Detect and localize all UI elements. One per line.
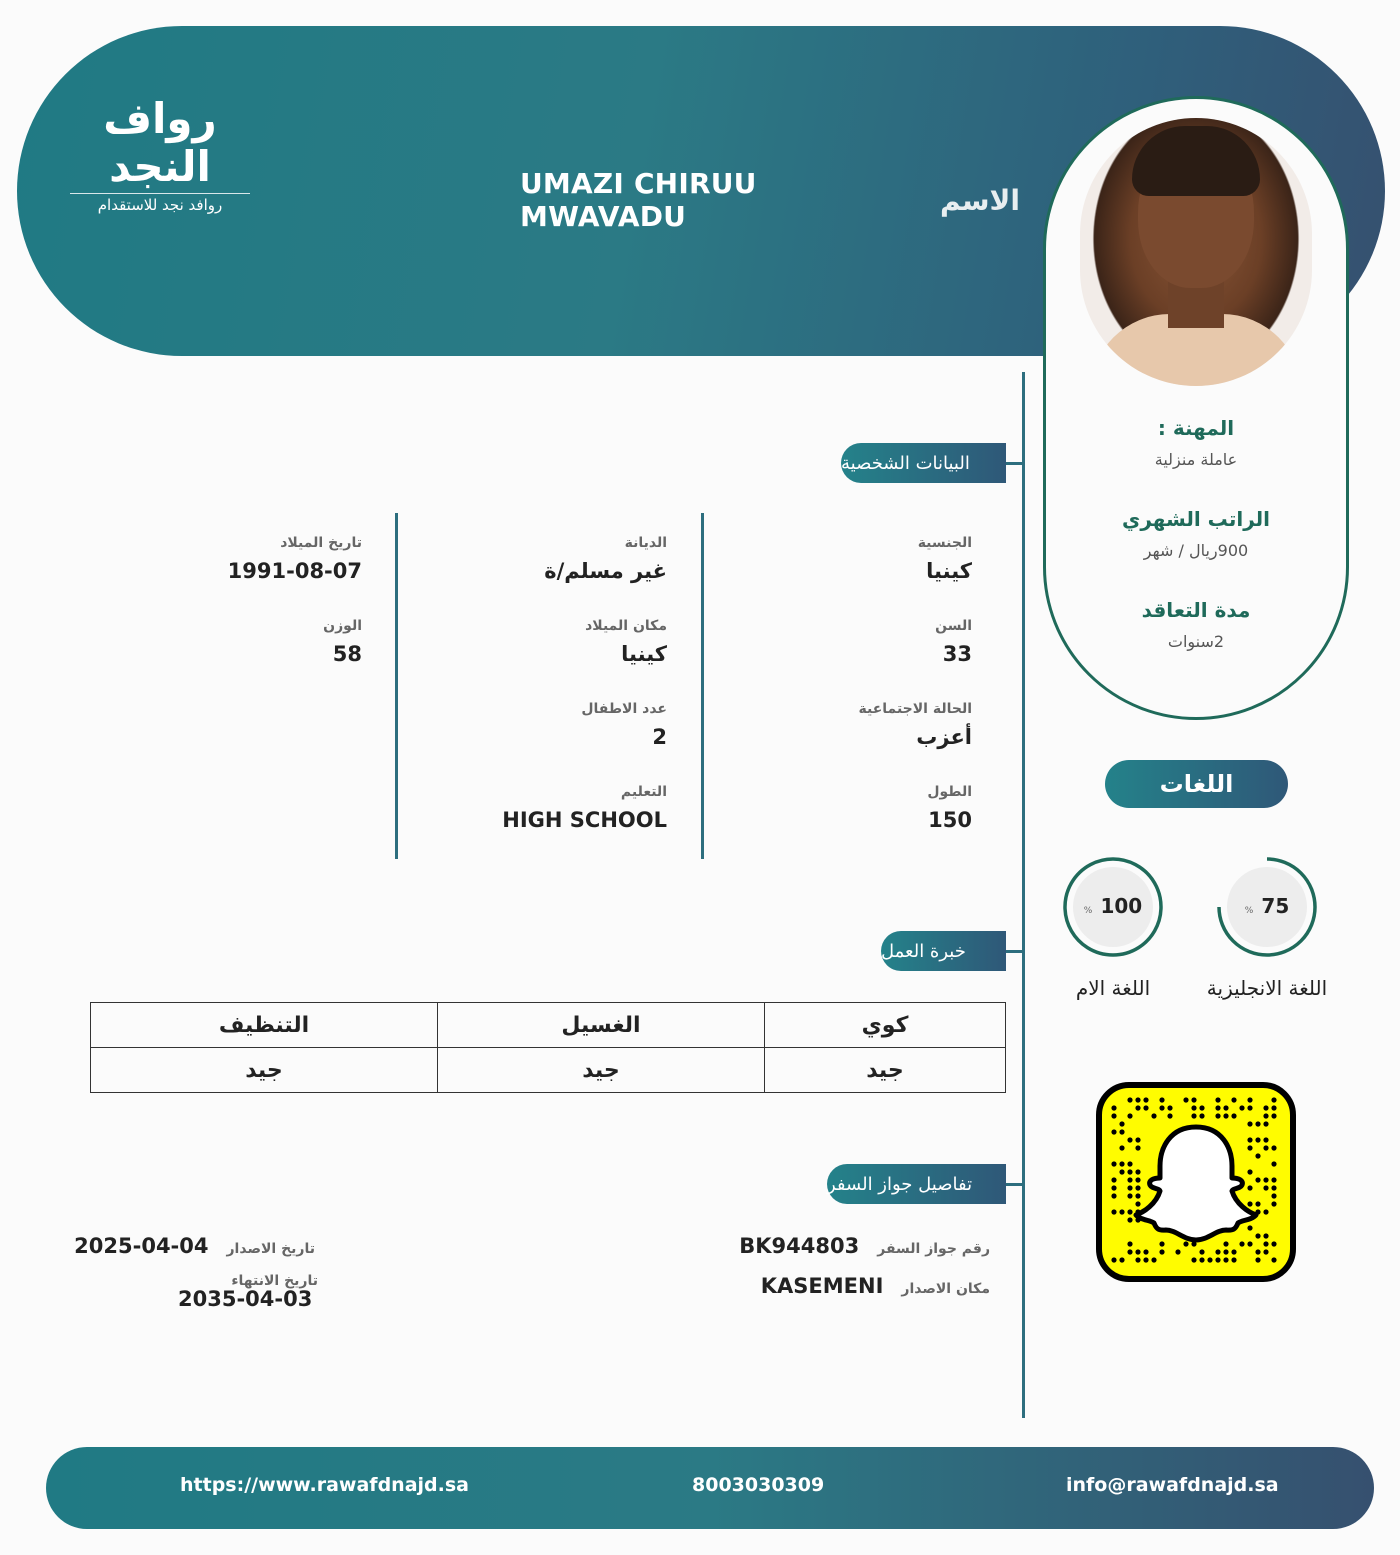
skill-header: التنظيف [91, 1003, 438, 1048]
column-divider [701, 513, 704, 859]
snapcode-dot [1135, 1097, 1140, 1102]
snapcode-dot [1215, 1105, 1220, 1110]
field-label: الديانة [624, 535, 667, 551]
snapcode-dot [1119, 1121, 1124, 1126]
snapcode-dot [1143, 1249, 1148, 1254]
languages-title [1105, 760, 1288, 808]
profession-block [1043, 416, 1349, 469]
field-value: 58 [332, 642, 362, 666]
salary-block [1043, 507, 1349, 560]
snapcode-dot [1239, 1105, 1244, 1110]
snapcode-dot [1135, 1145, 1140, 1150]
snapcode-dot [1263, 1121, 1268, 1126]
snapcode-dot [1255, 1137, 1260, 1142]
field-label: السن [935, 618, 972, 634]
snapcode-dot [1255, 1177, 1260, 1182]
snapcode-dot [1263, 1113, 1268, 1118]
snapcode-dot [1223, 1249, 1228, 1254]
snapcode-dot [1263, 1137, 1268, 1142]
snapcode-dot [1135, 1249, 1140, 1254]
snapcode-dot [1119, 1169, 1124, 1174]
snapcode-dot [1223, 1113, 1228, 1118]
snapcode-dot [1143, 1105, 1148, 1110]
snapcode-dot [1263, 1233, 1268, 1238]
snapcode-dot [1247, 1097, 1252, 1102]
snapcode-dot [1271, 1201, 1276, 1206]
lang-name-english: اللغة الانجليزية [1206, 976, 1328, 1000]
snapcode-dot [1135, 1177, 1140, 1182]
skill-header: الغسيل [438, 1003, 765, 1048]
snapcode-dot [1231, 1097, 1236, 1102]
snapcode-dot [1135, 1257, 1140, 1262]
snapcode-dot [1135, 1105, 1140, 1110]
snapcode-dot [1111, 1105, 1116, 1110]
snapcode-dot [1199, 1257, 1204, 1262]
footer-bar [46, 1447, 1374, 1529]
salary-label: الراتب الشهري [1122, 507, 1270, 531]
snapcode-dot [1135, 1137, 1140, 1142]
snapcode-dot [1127, 1137, 1132, 1142]
snapcode-dot [1263, 1177, 1268, 1182]
field-label: تاريخ الميلاد [280, 535, 362, 551]
snapcode-dot [1159, 1105, 1164, 1110]
snapcode-dot [1271, 1257, 1276, 1262]
snapcode-dot [1191, 1105, 1196, 1110]
passport-expiry-value: 2035-04-03 [178, 1287, 313, 1311]
snapcode-dot [1111, 1177, 1116, 1182]
skill-level: جيد [438, 1048, 765, 1093]
skills-value-row [91, 1048, 1006, 1093]
field-value: كينيا [621, 642, 667, 666]
snapcode-dot [1247, 1225, 1252, 1230]
passport-number-label: رقم جواز السفر [877, 1241, 990, 1257]
field-value: أعزب [916, 725, 972, 749]
snapcode-dot [1271, 1241, 1276, 1246]
snapcode-dot [1127, 1185, 1132, 1190]
snapcode-dot [1191, 1257, 1196, 1262]
section-title-passport: تفاصيل جواز السفر [827, 1173, 973, 1195]
snapcode-dot [1255, 1201, 1260, 1206]
snapcode-dot [1127, 1209, 1132, 1214]
snapcode-dot [1119, 1161, 1124, 1166]
snapcode-dot [1215, 1113, 1220, 1118]
section-title-experience: خبرة العمل [881, 940, 966, 962]
contract-block [1043, 598, 1349, 651]
passport-place-value: KASEMENI [760, 1274, 884, 1298]
section-title-personal: البيانات الشخصية [841, 452, 970, 474]
snapcode-dot [1191, 1097, 1196, 1102]
snapcode-dot [1263, 1145, 1268, 1150]
field-value: 150 [928, 808, 972, 832]
logo-divider [70, 193, 250, 194]
field-marital-status [722, 701, 972, 749]
snapcode-dot [1111, 1257, 1116, 1262]
percent-value: 100 [1100, 894, 1143, 918]
passport-issue-value: 2025-04-04 [74, 1234, 209, 1258]
snapcode-dot [1111, 1185, 1116, 1190]
company-logo [70, 95, 250, 214]
snapcode-dot [1135, 1169, 1140, 1174]
snapcode-dot [1159, 1249, 1164, 1254]
snapcode-dot [1143, 1097, 1148, 1102]
passport-issue-row [74, 1234, 315, 1258]
snapcode-dot [1143, 1257, 1148, 1262]
snapcode-dot [1215, 1249, 1220, 1254]
passport-number-value: BK944803 [739, 1234, 860, 1258]
logo-mark: رواف النجد [103, 94, 217, 191]
percent-sign: % [1244, 906, 1254, 916]
field-label: مكان الميلاد [585, 618, 667, 634]
snapcode-dot [1167, 1105, 1172, 1110]
skill-level: جيد [765, 1048, 1006, 1093]
snapcode-dot [1199, 1105, 1204, 1110]
snapcode-dot [1127, 1177, 1132, 1182]
snapcode-dot [1127, 1169, 1132, 1174]
snapcode-dot [1175, 1249, 1180, 1254]
lang-gauge-english [1216, 856, 1318, 962]
field-value: كينيا [926, 559, 972, 583]
snapcode-dot [1271, 1097, 1276, 1102]
snapcode-dot [1255, 1121, 1260, 1126]
snapcode-dot [1271, 1113, 1276, 1118]
profession-label: المهنة : [1157, 416, 1235, 440]
field-education [417, 784, 667, 832]
languages-title-text: اللغات [1159, 770, 1234, 798]
field-birthdate [112, 535, 362, 583]
field-label: الحالة الاجتماعية [858, 701, 972, 717]
snapcode-dot [1111, 1193, 1116, 1198]
gauge-ring [1062, 856, 1164, 958]
name-row [520, 167, 1020, 233]
snapcode-dot [1135, 1185, 1140, 1190]
snapcode-dot [1159, 1097, 1164, 1102]
snapcode-dot [1231, 1257, 1236, 1262]
column-divider [395, 513, 398, 859]
skills-header-row [91, 1003, 1006, 1048]
snapcode-dot [1199, 1249, 1204, 1254]
tag-connector [1006, 462, 1023, 465]
snapcode-dot [1231, 1249, 1236, 1254]
snapcode-dot [1247, 1121, 1252, 1126]
snapcode-dot [1263, 1209, 1268, 1214]
logo-subtitle: روافد نجد للاستقدام [97, 196, 223, 214]
snapcode-dot [1119, 1129, 1124, 1134]
field-label: عدد الاطفال [581, 701, 667, 717]
field-nationality [722, 535, 972, 583]
snapcode-dot [1111, 1161, 1116, 1166]
snapcode-dot [1255, 1257, 1260, 1262]
snapcode-dot [1183, 1097, 1188, 1102]
snapcode-dot [1271, 1105, 1276, 1110]
snapcode-dot [1207, 1257, 1212, 1262]
passport-number-row [739, 1234, 990, 1258]
snapcode-dot [1239, 1241, 1244, 1246]
photo-hair [1132, 126, 1260, 196]
tag-connector [1006, 950, 1023, 953]
snapcode-dot [1167, 1113, 1172, 1118]
worker-name: UMAZI CHIRUU MWAVADU [520, 167, 757, 233]
field-value: HIGH SCHOOL [502, 808, 667, 832]
skill-header: كوي [765, 1003, 1006, 1048]
name-label: الاسم [940, 183, 1020, 217]
snapcode-graphic [1096, 1082, 1296, 1282]
snapcode-dot [1119, 1145, 1124, 1150]
salary-value: 900ريال / شهر [1143, 541, 1249, 560]
skills-table [90, 1002, 1006, 1093]
snapcode-dot [1159, 1241, 1164, 1246]
passport-place-row [761, 1274, 990, 1298]
snapcode-dot [1183, 1241, 1188, 1246]
snapcode-qr[interactable] [1096, 1082, 1296, 1282]
snapcode-dot [1151, 1257, 1156, 1262]
field-label: التعليم [620, 784, 667, 800]
passport-expiry-block [178, 1273, 318, 1311]
snapcode-dot [1247, 1105, 1252, 1110]
field-label: الجنسية [917, 535, 972, 551]
snapcode-dot [1247, 1185, 1252, 1190]
snapcode-dot [1271, 1185, 1276, 1190]
passport-issue-label: تاريخ الاصدار [226, 1241, 315, 1257]
footer-website-link[interactable]: https://www.rawafdnajd.sa [180, 1474, 469, 1496]
snapcode-dot [1247, 1169, 1252, 1174]
passport-expiry-label: تاريخ الانتهاء [231, 1273, 318, 1289]
snapcode-dot [1215, 1097, 1220, 1102]
field-value: 33 [942, 642, 972, 666]
skill-level: جيد [91, 1048, 438, 1093]
snapcode-dot [1247, 1145, 1252, 1150]
snapcode-dot [1127, 1249, 1132, 1254]
snapcode-dot [1111, 1113, 1116, 1118]
section-tag-experience [881, 931, 1006, 971]
snapcode-dot [1111, 1209, 1116, 1214]
field-value: غير مسلم/ة [544, 559, 667, 583]
snapcode-dot [1231, 1113, 1236, 1118]
section-tag-passport [827, 1164, 1006, 1204]
contract-label: مدة التعاقد [1141, 598, 1251, 622]
snapcode-dot [1271, 1193, 1276, 1198]
snapcode-dot [1199, 1113, 1204, 1118]
snapcode-dot [1119, 1257, 1124, 1262]
snapcode-dot [1255, 1153, 1260, 1158]
snapcode-dot [1135, 1193, 1140, 1198]
field-children [417, 701, 667, 749]
snapcode-dot [1151, 1113, 1156, 1118]
gauge-text [1084, 894, 1142, 918]
snapcode-dot [1223, 1105, 1228, 1110]
footer-email-link[interactable]: info@rawafdnajd.sa [1066, 1474, 1279, 1496]
snapcode-dot [1127, 1241, 1132, 1246]
snapcode-dot [1271, 1145, 1276, 1150]
field-weight [112, 618, 362, 666]
snapcode-dot [1255, 1233, 1260, 1238]
field-religion [417, 535, 667, 583]
gauge-ring [1216, 856, 1318, 958]
worker-photo [1080, 118, 1312, 386]
snapcode-dot [1127, 1097, 1132, 1102]
snapcode-dot [1127, 1193, 1132, 1198]
snapcode-dot [1111, 1129, 1116, 1134]
field-label: الوزن [323, 618, 362, 634]
snapcode-dot [1271, 1177, 1276, 1182]
snapcode-dot [1263, 1241, 1268, 1246]
snapcode-dot [1271, 1161, 1276, 1166]
snapcode-dot [1263, 1105, 1268, 1110]
snapcode-dot [1223, 1257, 1228, 1262]
snapcode-dot [1255, 1249, 1260, 1254]
vertical-divider [1022, 372, 1025, 1418]
field-label: الطول [927, 784, 972, 800]
snapcode-dot [1263, 1249, 1268, 1254]
snapcode-dot [1247, 1201, 1252, 1206]
tag-connector [1006, 1183, 1023, 1186]
contract-value: 2سنوات [1167, 632, 1225, 651]
section-tag-personal [841, 443, 1006, 483]
profession-value: عاملة منزلية [1154, 450, 1238, 469]
passport-place-label: مكان الاصدار [901, 1281, 990, 1297]
field-height [722, 784, 972, 832]
snapcode-dot [1127, 1161, 1132, 1166]
snapcode-dot [1247, 1137, 1252, 1142]
snapcode-dot [1263, 1185, 1268, 1190]
snapcode-dot [1215, 1257, 1220, 1262]
field-birthplace [417, 618, 667, 666]
snapcode-dot [1135, 1201, 1140, 1206]
field-age [722, 618, 972, 666]
footer-phone[interactable]: 8003030309 [692, 1474, 825, 1496]
field-value: 2 [652, 725, 667, 749]
snapcode-dot [1127, 1113, 1132, 1118]
field-value: 1991-08-07 [227, 559, 362, 583]
snapcode-dot [1119, 1209, 1124, 1214]
snapcode-dot [1191, 1113, 1196, 1118]
percent-value: 75 [1261, 894, 1290, 918]
snapcode-dot [1247, 1241, 1252, 1246]
lang-gauge-mother [1062, 856, 1164, 962]
snapcode-dot [1127, 1217, 1132, 1222]
percent-sign: % [1083, 906, 1093, 916]
lang-name-mother: اللغة الام [1075, 976, 1151, 1000]
snapcode-dot [1223, 1241, 1228, 1246]
